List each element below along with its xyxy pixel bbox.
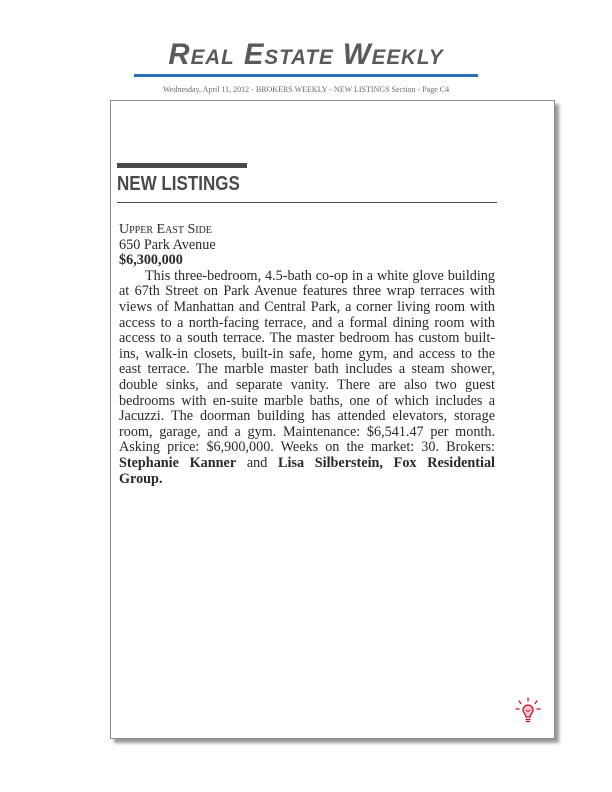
masthead — [134, 38, 478, 78]
section-bar — [117, 163, 247, 168]
listing-broker-1: Stephanie Kanner — [119, 454, 237, 471]
masthead-rule — [134, 74, 478, 77]
masthead-title: Real Estate Weekly — [168, 38, 444, 71]
listing-body-text: This three-bedroom, 4.5-bath co-op in a white glove building at 67th Street on Park Avenue features three wrap terraces with views of Manhattan and Central Park, a corner living room with access to a north-facing terrace, and a formal dining room with access to a south terrace. The master bedroom has custom built-ins, walk-in closets, built-in safe, home gym, and access to the east terrace. The marble master bath includes a steam shower, double sinks, and separate vanity. There are also two guest bedrooms with en-suite marble baths, one of which includes a Jacuzzi. The doorman building has attended elevators, storage room, garage, and a gym. Maintenance: $6,541.47 per month. Asking price: $6,900,000. Weeks on the market: 30. Brokers: — [119, 267, 495, 456]
listing-price: $6,300,000 — [119, 252, 183, 269]
listing-article — [119, 222, 495, 487]
dateline: Wednesday, April 11, 2012 - BROKERS WEEKLY - NEW LISTINGS Section - Page C4 — [162, 85, 450, 94]
listing-broker-joiner: and — [236, 454, 279, 471]
listing-neighborhood: Upper East Side — [119, 222, 212, 237]
lightbulb-icon — [513, 696, 543, 726]
section-title: NEW LISTINGS — [117, 173, 240, 195]
listing-body — [119, 269, 495, 487]
listing-broker-2: Lisa Silberstein, Fox Residential Group. — [119, 454, 496, 487]
section-rule — [117, 202, 497, 203]
listing-address: 650 Park Avenue — [119, 236, 216, 253]
